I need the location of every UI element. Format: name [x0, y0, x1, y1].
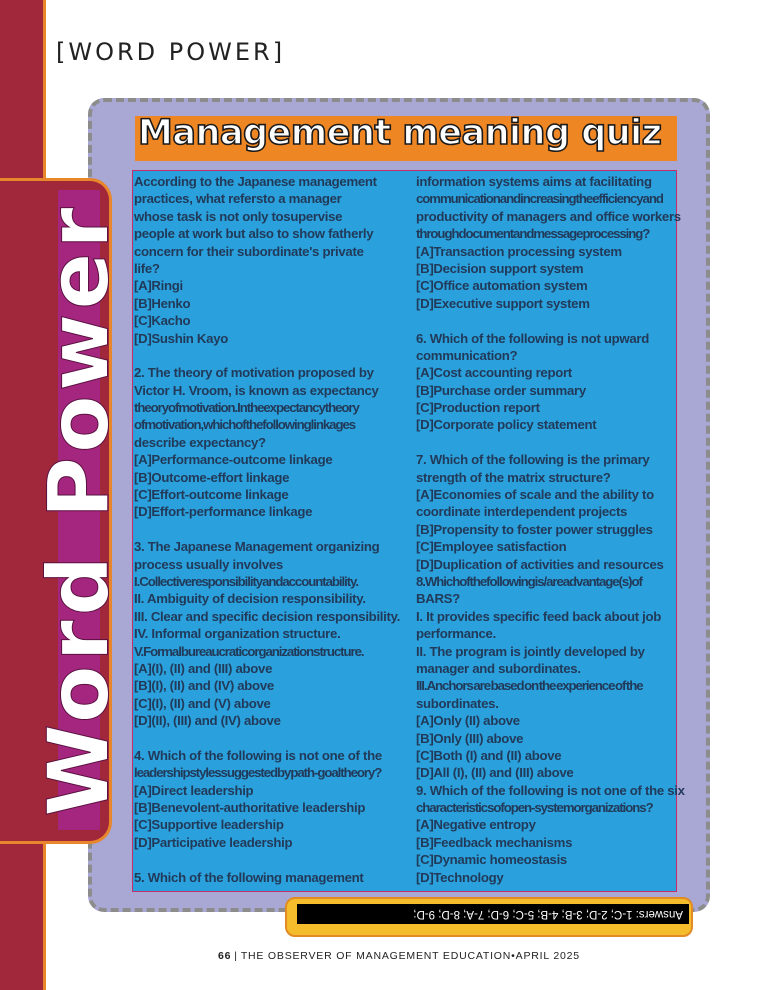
answers-text: Answers: 1-C; 2-D; 3-B; 4-B; 5-C; 6-D; 7-A; 8-D; 9-D;: [413, 908, 683, 920]
quiz-line: [C]Production report: [416, 400, 540, 416]
quiz-line: [134, 521, 410, 538]
quiz-line: performance.: [416, 626, 496, 642]
quiz-line: III. Clear and specific decision responsibility.: [134, 608, 401, 624]
quiz-line: [A]Transaction processing system: [416, 243, 622, 259]
quiz-line: [B]Propensity to foster power struggles: [416, 521, 653, 537]
quiz-line: III. Anchors are based on the experience of the: [416, 678, 643, 694]
quiz-line: [C]Kacho: [134, 313, 191, 329]
quiz-line: IV. Informal organization structure.: [134, 626, 341, 642]
publication-name: THE OBSERVER OF MANAGEMENT EDUCATION: [240, 950, 512, 962]
quiz-line: [C](I), (II) and (V) above: [134, 695, 271, 711]
quiz-line: [A](I), (II) and (III) above: [134, 660, 273, 676]
quiz-line: throughdocumentandmessageprocessing?: [416, 226, 650, 242]
quiz-line: strength of the matrix structure?: [416, 469, 611, 485]
quiz-line: communication?: [416, 347, 518, 363]
quiz-line: [134, 851, 410, 868]
quiz-line: [416, 312, 678, 329]
quiz-line: [A]Economies of scale and the ability to: [416, 487, 654, 503]
quiz-line: 6. Which of the following is not upward: [416, 330, 649, 346]
quiz-right-column: [416, 173, 685, 886]
quiz-line: [D]Participative leadership: [134, 834, 293, 850]
quiz-line: [B]Decision support system: [416, 260, 584, 276]
quiz-line: [134, 730, 410, 747]
quiz-line: V.Formalbureaucraticorganizationstructure.: [134, 643, 364, 659]
quiz-line: [D]Effort-performance linkage: [134, 504, 313, 520]
quiz-line: [B]Purchase order summary: [416, 382, 586, 398]
quiz-line: II. Ambiguity of decision responsibility.: [134, 591, 366, 607]
page-footer: [218, 950, 580, 962]
quiz-line: whose task is not only tosupervise: [134, 208, 343, 224]
quiz-line: [D]All (I), (II) and (III) above: [416, 765, 574, 781]
page-number: 66: [218, 950, 232, 962]
quiz-line: [B]Feedback mechanisms: [416, 834, 573, 850]
quiz-line: theoryofmotivation.Intheexpectancytheory: [134, 400, 359, 416]
footer-bullet: •: [511, 950, 516, 962]
quiz-line: describe expectancy?: [134, 434, 266, 450]
quiz-line: [D](II), (III) and (IV) above: [134, 713, 281, 729]
quiz-line: practices, what refersto a manager: [134, 191, 342, 207]
quiz-line: Victor H. Vroom, is known as expectancy: [134, 382, 379, 398]
quiz-line: 2. The theory of motivation proposed by: [134, 365, 374, 381]
quiz-title: Management meaning quiz: [138, 113, 662, 153]
quiz-line: [D]Duplication of activities and resources: [416, 556, 664, 572]
quiz-line: 8.Whichofthefollowingis/areadvantage(s)of: [416, 573, 642, 589]
quiz-line: [C]Supportive leadership: [134, 817, 284, 833]
quiz-line: [C]Dynamic homeostasis: [416, 852, 567, 868]
quiz-line: 4. Which of the following is not one of the: [134, 747, 382, 763]
quiz-line: manager and subordinates.: [416, 660, 581, 676]
quiz-line: [A]Ringi: [134, 278, 183, 294]
quiz-line: [A]Cost accounting report: [416, 365, 572, 381]
quiz-line: characteristicsofopen-systemorganizations?: [416, 800, 653, 816]
quiz-line: 9. Which of the following is not one of the six: [416, 782, 685, 798]
quiz-line: subordinates.: [416, 695, 499, 711]
quiz-line: [D]Executive support system: [416, 295, 590, 311]
section-label: [WORD POWER]: [56, 38, 286, 66]
quiz-line: concern for their subordinate's private: [134, 243, 364, 259]
quiz-line: 7. Which of the following is the primary: [416, 452, 650, 468]
issue-date: APRIL 2025: [515, 950, 580, 962]
quiz-line: [C]Both (I) and (II) above: [416, 747, 562, 763]
quiz-line: [A]Direct leadership: [134, 782, 254, 798]
quiz-line: [B]Only (III) above: [416, 730, 524, 746]
quiz-line: information systems aims at facilitating: [416, 174, 652, 189]
quiz-line: coordinate interdependent projects: [416, 504, 628, 520]
quiz-line: [B]Outcome-effort linkage: [134, 469, 290, 485]
quiz-line: [B](I), (II) and (IV) above: [134, 678, 274, 694]
quiz-line: life?: [134, 260, 160, 276]
quiz-line: 5. Which of the following management: [134, 869, 364, 885]
quiz-line: II. The program is jointly developed by: [416, 643, 645, 659]
quiz-line: [416, 434, 678, 451]
footer-separator: |: [234, 950, 238, 962]
side-title-text: Word Power: [30, 203, 129, 817]
quiz-left-column: [134, 173, 410, 886]
quiz-line: I.Collectiveresponsibilityandaccountability.: [134, 573, 358, 589]
quiz-line: leadershipstylessuggestedbypath-goaltheory?: [134, 765, 382, 781]
quiz-line: [134, 347, 410, 364]
quiz-line: I. It provides specific feed back about job: [416, 608, 662, 624]
quiz-line: [C]Effort-outcome linkage: [134, 487, 289, 503]
quiz-line: people at work but also to show fatherly: [134, 226, 374, 242]
quiz-line: [D]Technology: [416, 869, 504, 885]
quiz-line: [A]Negative entropy: [416, 817, 536, 833]
quiz-line: 3. The Japanese Management organizing: [134, 539, 380, 555]
side-title: [30, 190, 129, 830]
quiz-line: [B]Henko: [134, 295, 191, 311]
quiz-line: [C]Employee satisfaction: [416, 539, 567, 555]
quiz-line: productivity of managers and office workers: [416, 208, 681, 224]
quiz-line: [A]Only (II) above: [416, 713, 520, 729]
quiz-line: [C]Office automation system: [416, 278, 588, 294]
quiz-line: [B]Benevolent-authoritative leadership: [134, 800, 366, 816]
quiz-line: ofmotivation,whichofthefollowinglinkages: [134, 417, 356, 433]
quiz-line: communicationandincreasingtheefficiencyand: [416, 191, 663, 207]
quiz-line: According to the Japanese management: [134, 174, 377, 189]
quiz-line: [D]Corporate policy statement: [416, 417, 597, 433]
quiz-line: BARS?: [416, 591, 460, 607]
quiz-line: [D]Sushin Kayo: [134, 330, 228, 346]
answers-strip: [297, 904, 689, 924]
quiz-line: [A]Performance-outcome linkage: [134, 452, 333, 468]
quiz-line: process usually involves: [134, 556, 283, 572]
